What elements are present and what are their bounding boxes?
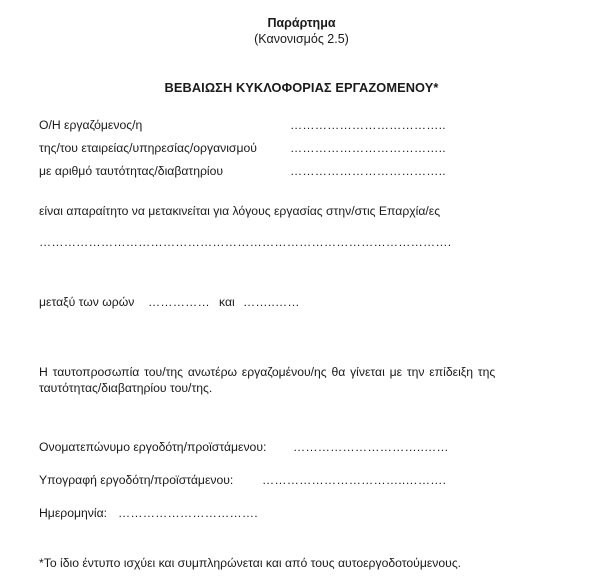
employer-name-label: Ονοματεπώνυμο εργοδότη/προϊστάμενου: xyxy=(39,440,267,454)
hours-from-dots: …………… xyxy=(148,295,210,309)
id-number-dots: ……………………………….. xyxy=(290,164,446,178)
identity-note-line1: Η ταυτοπροσωπία του/της ανωτέρω εργαζομένου/ης θα γίνεται με την επίδειξη της xyxy=(39,365,496,379)
identity-note-line2: ταυτότητας/διαβατηρίου του/της. xyxy=(39,381,213,395)
hours-to-dots: ……..…… xyxy=(243,295,300,309)
hours-conjunction: και xyxy=(219,295,235,309)
employer-name-dots: …………………………..…… xyxy=(293,440,449,454)
date-dots: ……………………………. xyxy=(118,506,258,520)
document-title: ΒΕΒΑΙΩΣΗ ΚΥΚΛΟΦΟΡΙΑΣ ΕΡΓΑΖΟΜΕΝΟΥ* xyxy=(164,80,439,95)
company-label: της/του εταιρείας/υπηρεσίας/οργανισμού xyxy=(39,141,257,155)
hours-prefix: μεταξύ των ωρών xyxy=(39,295,135,309)
employer-signature-label: Υπογραφή εργοδότη/προϊστάμενου: xyxy=(39,473,234,487)
company-dots: ……………………………….. xyxy=(290,141,446,155)
id-number-label: με αριθμό ταυτότητας/διαβατηρίου xyxy=(39,164,224,178)
employee-name-dots: ……………………………….. xyxy=(290,118,446,132)
employee-name-label: Ο/Η εργαζόμενος/η xyxy=(39,118,143,132)
employer-signature-dots: ……………………………..………. xyxy=(262,473,447,487)
district-dots: ………………………………………………………………………………………. xyxy=(39,235,452,249)
annex-title: Παράρτημα xyxy=(267,16,336,30)
district-text: είναι απαραίτητο να μετακινείται για λόγους εργασίας στην/στις Επαρχία/ες xyxy=(39,204,441,218)
annex-subtitle: (Κανονισμός 2.5) xyxy=(254,32,349,46)
date-label: Ημερομηνία: xyxy=(39,506,108,520)
footnote: *Το ίδιο έντυπο ισχύει και συμπληρώνεται και από τους αυτοεργοδοτούμενους. xyxy=(39,556,462,570)
